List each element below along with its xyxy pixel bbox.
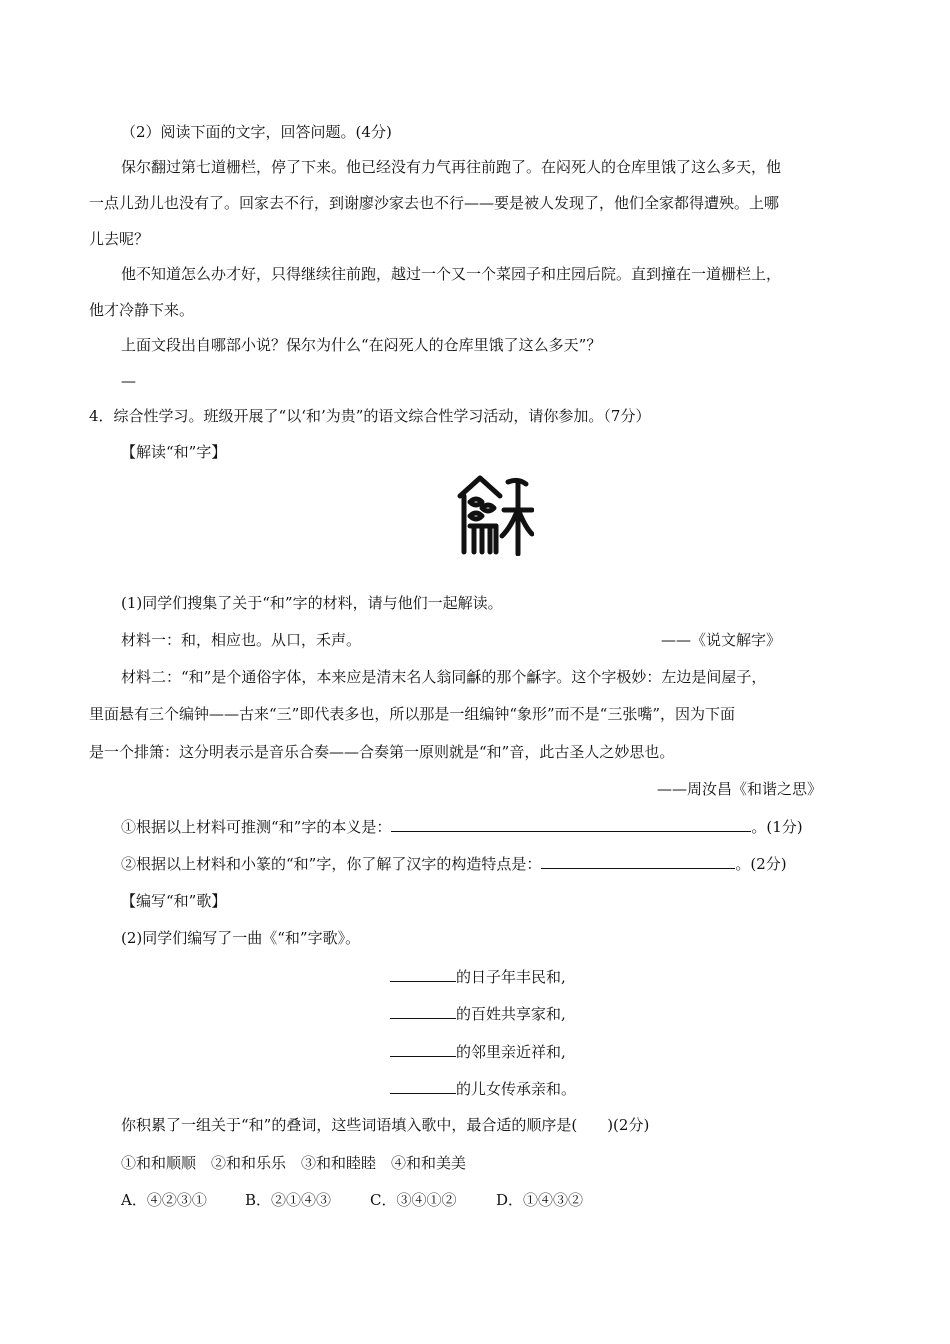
song-blank[interactable] xyxy=(390,1078,456,1094)
material-2-line: 里面悬有三个编钟——古来“三”即代表多也，所以那是一组编钟“象形”而不是“三张嘴”，因为下面 xyxy=(89,705,736,723)
choice-question: 你积累了一组关于“和”的叠词，这些词语填入歌中，最合适的顺序是( )(2分) xyxy=(121,1116,650,1134)
song-line xyxy=(390,1041,566,1062)
paragraph-1: (1)同学们搜集了关于“和”字的材料，请与他们一起解读。 xyxy=(121,594,503,612)
option-d[interactable]: D．①④③② xyxy=(496,1191,584,1209)
material-2-line: 材料二：“和”是个通俗字体，本来应是清末名人翁同龢的那个龢字。这个字极妙：左边是间屋子， xyxy=(121,668,767,686)
answer-blank-2[interactable] xyxy=(541,853,735,869)
question-1-score: 。(1分) xyxy=(751,818,803,836)
passage-line: 一点儿劲儿也没有了。回家去不行，到谢廖沙家去也不行——要是被人发现了，他们全家都得遭殃。上哪 xyxy=(89,194,780,212)
passage-line: 他才冷静下来。 xyxy=(89,301,195,319)
song-blank[interactable] xyxy=(390,1041,456,1057)
material-2-line: 是一个排箫：这分明表示是音乐合奏——合奏第一原则就是“和”音，此古圣人之妙思也。 xyxy=(89,743,675,761)
answer-mark: — xyxy=(121,372,136,390)
passage-line: 儿去呢？ xyxy=(89,230,150,248)
song-line xyxy=(390,966,566,987)
song-line-text: 的百姓共享家和, xyxy=(456,1005,566,1023)
song-line xyxy=(390,1003,566,1024)
material-1: 材料一：和，相应也。从口，禾声。 xyxy=(121,631,362,649)
section-heading: 【解读“和”字】 xyxy=(121,443,227,461)
answer-blank-1[interactable] xyxy=(391,816,751,832)
paragraph-2: (2)同学们编写了一曲《“和”字歌》。 xyxy=(121,929,361,947)
section-heading: 【编写“和”歌】 xyxy=(121,892,227,910)
material-1-source: ——《说文解字》 xyxy=(661,631,782,649)
seal-script-he-icon xyxy=(456,474,534,556)
question-2-score: 。(2分) xyxy=(735,855,787,873)
question-2 xyxy=(121,853,787,874)
option-b[interactable]: B．②①④③ xyxy=(245,1191,332,1209)
song-blank[interactable] xyxy=(390,966,456,982)
q4-title: 4．综合性学习。班级开展了“以‘和’为贵”的语文综合性学习活动，请你参加。（7分） xyxy=(89,407,651,425)
song-blank[interactable] xyxy=(390,1003,456,1019)
song-line xyxy=(390,1078,576,1099)
option-c[interactable]: C．③④①② xyxy=(370,1191,457,1209)
passage-line: 保尔翻过第七道栅栏，停了下来。他已经没有力气再往前跑了。在闷死人的仓库里饿了这么多天，他 xyxy=(121,158,782,176)
song-line-text: 的邻里亲近祥和, xyxy=(456,1043,566,1061)
option-a[interactable]: A．④②③① xyxy=(121,1191,207,1209)
passage-line: 他不知道怎么办才好，只得继续往前跑，越过一个又一个菜园子和庄园后院。直到撞在一道栅栏上， xyxy=(121,265,782,283)
question-text: 上面文段出自哪部小说？保尔为什么“在闷死人的仓库里饿了这么多天”？ xyxy=(121,336,602,354)
part2-prompt: （2）阅读下面的文字，回答问题。(4分) xyxy=(121,123,392,141)
song-line-text: 的日子年丰民和, xyxy=(456,968,566,986)
question-2-text: ②根据以上材料和小篆的“和”字，你了解了汉字的构造特点是： xyxy=(121,855,542,873)
material-2-source: ——周汝昌《和谐之思》 xyxy=(657,780,823,798)
choice-items: ①和和顺顺 ②和和乐乐 ③和和睦睦 ④和和美美 xyxy=(121,1154,467,1172)
question-1-text: ①根据以上材料可推测“和”字的本义是： xyxy=(121,818,392,836)
question-1 xyxy=(121,816,803,837)
song-line-text: 的儿女传承亲和。 xyxy=(456,1080,577,1098)
